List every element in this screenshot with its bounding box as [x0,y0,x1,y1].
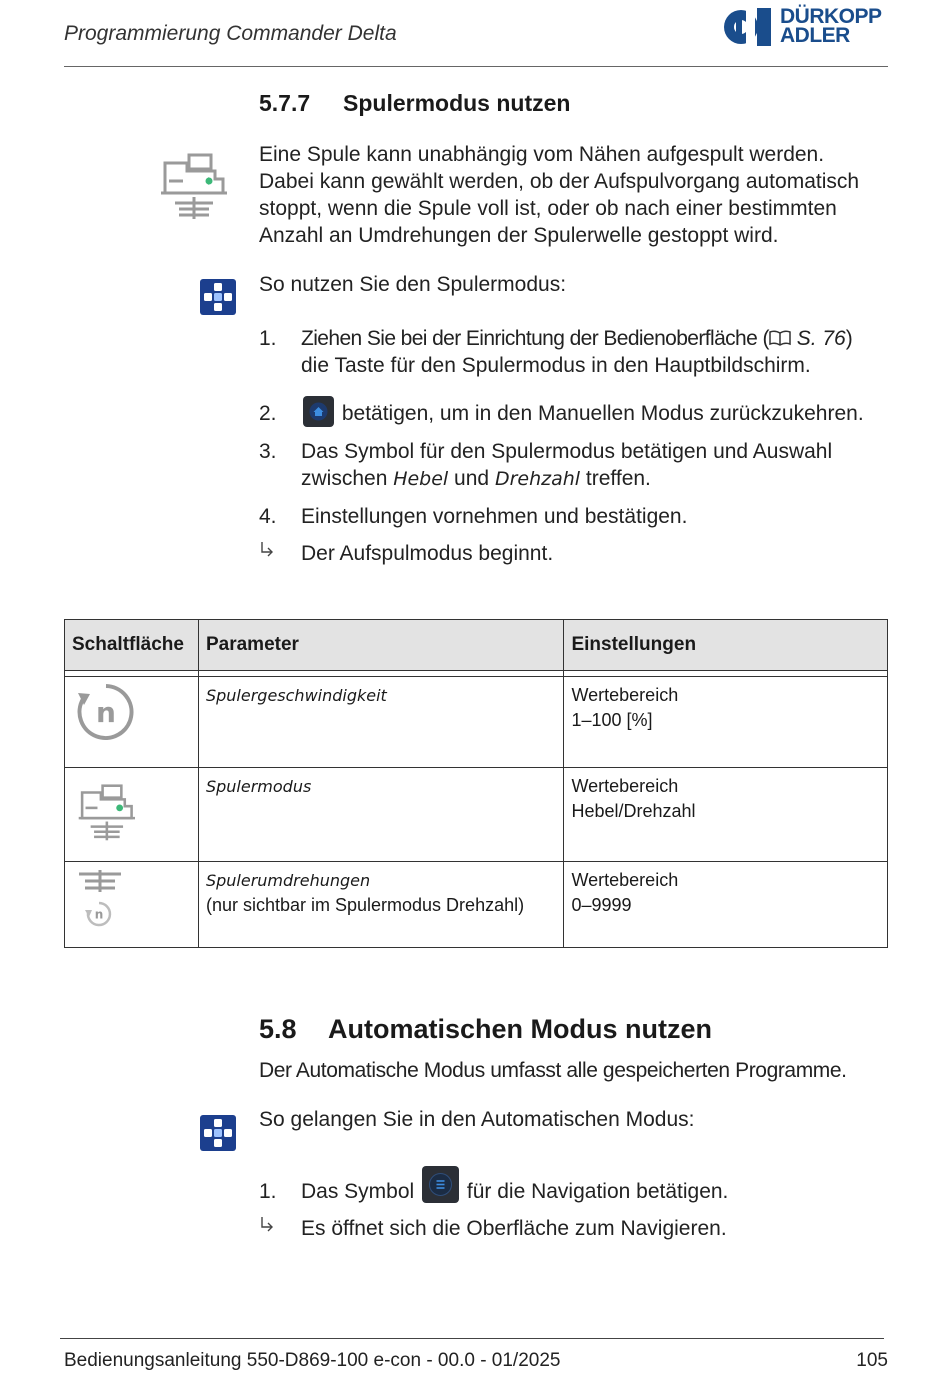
table-header-row [65,620,888,671]
param-name: Spulerumdrehungen [205,871,371,890]
howto-intro: So nutzen Sie den Spulermodus: [259,273,567,296]
page-reference-link[interactable]: S. 76 [796,327,846,350]
book-reference-icon [769,330,791,346]
auto-howto-intro: So gelangen Sie in den Automatischen Modus: [259,1108,695,1131]
winder-revolutions-icon [75,870,127,928]
page-number: 105 [856,1350,888,1371]
column-header: Parameter [198,620,564,671]
section-heading-5-8: 5.8 Automatischen Modus nutzen [259,1014,712,1044]
footer-document-id: Bedienungsanleitung 550-D869-100 e-con - 00.0 - 01/2025 [64,1350,561,1371]
brand-logo-text: DÜRKOPP ADLER [780,5,882,47]
auto-step-result: Es öffnet sich die Oberfläche zum Navigieren. [259,1215,899,1245]
column-header: Schaltfläche [65,620,199,671]
auto-mode-intro: Der Automatische Modus umfasst alle gespeicherten Programme. [259,1059,847,1082]
control-panel-icon [200,1115,236,1151]
step-1: 1. Ziehen Sie bei der Einrichtung der Bedienoberfläche ( S. 76) die Taste für den Spulermodus in den Hauptbildschirm. [259,327,853,377]
header-title: Programmierung Commander Delta [64,22,397,45]
header-divider [64,66,888,67]
table-row: n Spulerumdrehungen (nur sichtbar im Spulermodus Drehzahl) Wertebereich 0–9999 [65,862,888,948]
step-3: 3. Das Symbol für den Spulermodus betätigen und Auswahl zwischen Hebel und Drehzahl treffen. [259,440,833,490]
param-value: Hebel/Drehzahl [571,801,696,821]
param-name: Spulermodus [205,777,312,796]
brand-logo-mark-icon [724,6,776,48]
param-note: (nur sichtbar im Spulermodus Drehzahl) [205,895,525,915]
winder-speed-icon [75,681,137,743]
bobbin-winder-machine-icon [157,153,229,221]
svg-text:n: n [94,907,104,922]
navigation-menu-button-icon [422,1166,459,1203]
home-button-icon [303,396,334,427]
auto-step-1: 1. Das Symbol für die Navigation betätigen. [259,1168,899,1212]
footer-divider [60,1338,884,1339]
control-panel-icon [200,279,236,315]
table-row: n Spulergeschwindigkeit Wertebereich 1–100 [%] [65,677,888,768]
svg-text:n: n [96,696,116,729]
parameter-table [64,619,888,948]
section-heading-5-7-7: 5.7.7 Spulermodus nutzen [259,90,571,116]
winder-mode-icon [75,784,137,842]
result-arrow-icon [259,1215,299,1242]
param-name: Spulergeschwindigkeit [205,686,387,705]
brand-logo [724,6,894,50]
step-2: 2. betätigen, um in den Manuellen Modus zurückzukehren. [259,400,899,430]
param-value: 1–100 [%] [571,710,653,730]
step-4: 4. Einstellungen vornehmen und bestätigen. [259,505,688,528]
table-row: Spulermodus Wertebereich Hebel/Drehzahl [65,768,888,862]
column-header: Einstellungen [564,620,888,671]
param-value: 0–9999 [571,895,632,915]
intro-paragraph: Eine Spule kann unabhängig vom Nähen aufgespult werden. Dabei kann gewählt werden, ob der Aufspulvorgang automatisch stoppt, wenn die Spule voll ist, oder ob nach einer bestimmten Anzahl an Umdrehungen der Spulerwelle gestoppt wird. [259,143,860,247]
step-result: Der Aufspulmodus beginnt. [259,540,899,570]
result-arrow-icon [259,540,299,567]
